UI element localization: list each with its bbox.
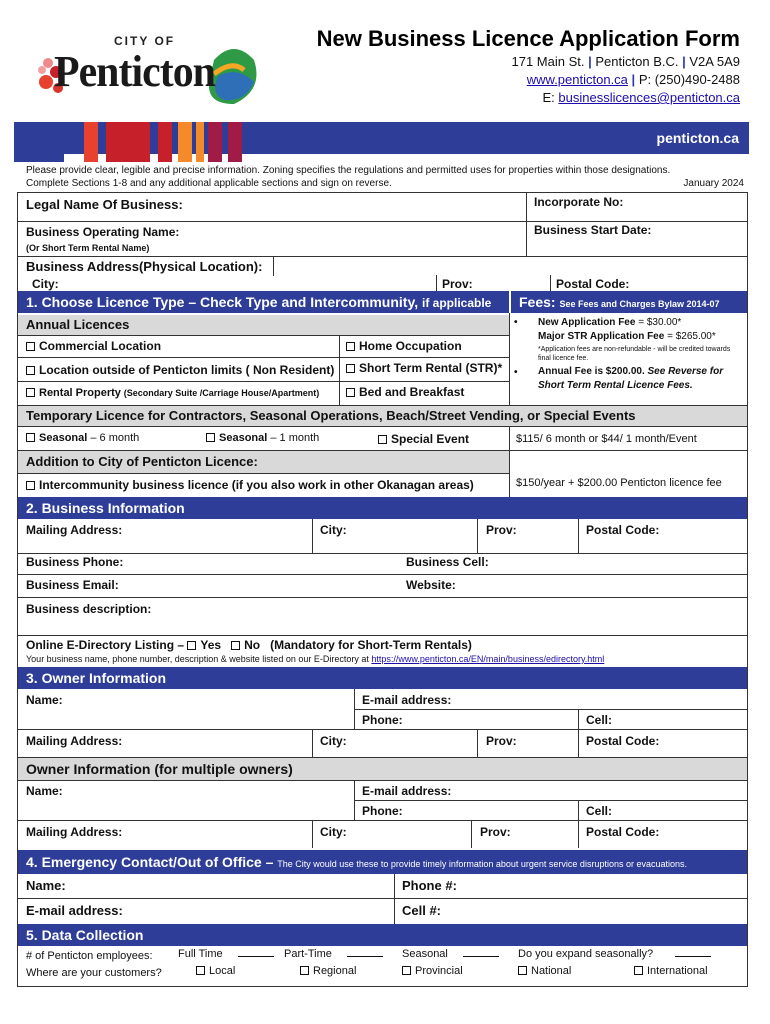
full-time-blank[interactable]: [238, 949, 274, 957]
full-time[interactable]: [178, 948, 274, 960]
intro-date: January 2024: [683, 178, 744, 189]
owner2-mailing-label[interactable]: Mailing Address:: [26, 825, 123, 839]
owner-prov-label[interactable]: Prov:: [486, 734, 517, 748]
opt-local[interactable]: [196, 965, 235, 977]
legal-name-label: Legal Name Of Business:: [26, 197, 183, 212]
checkbox-icon[interactable]: [206, 433, 215, 442]
fees-title: Fees:: [519, 294, 556, 310]
owner2-email-label[interactable]: E-mail address:: [362, 784, 452, 798]
opt-rental-note: (Secondary Suite /Carriage House/Apartment): [123, 388, 320, 398]
owner2-phone-label[interactable]: Phone:: [362, 804, 403, 818]
seasonal-emp[interactable]: [402, 948, 499, 960]
checkbox-icon[interactable]: [300, 966, 309, 975]
annual-licences-header: Annual Licences: [18, 315, 509, 335]
phone-text: P: (250)490-2488: [638, 72, 740, 87]
checkbox-icon[interactable]: [346, 364, 355, 373]
opt-bnb-label: Bed and Breakfast: [359, 385, 465, 399]
opt-commercial[interactable]: [26, 339, 161, 353]
opt-national[interactable]: [518, 965, 571, 977]
fees-note: See Fees and Charges Bylaw 2014-07: [559, 299, 720, 309]
temp-fee: $115/ 6 month or $44/ 1 month/Event: [516, 433, 697, 445]
section3-header: 3. Owner Information: [18, 667, 747, 689]
checkbox-icon[interactable]: [26, 433, 35, 442]
fee1-label: New Application Fee: [538, 317, 636, 328]
opt-bnb[interactable]: [346, 385, 464, 399]
address-line: 171 Main St. | Penticton B.C. | V2A 5A9: [511, 54, 740, 69]
section5-header: 5. Data Collection: [18, 924, 747, 946]
band-block-2: [84, 122, 98, 162]
business-city-label[interactable]: City:: [320, 523, 347, 537]
temporary-header: Temporary Licence for Contractors, Seasonal Operations, Beach/Street Vending, or Special Events: [18, 406, 747, 426]
intro-line-1: Please provide clear, legible and precise information. Zoning specifies the regulations and permitted uses for properties within those designations.: [26, 165, 671, 176]
band-block-3: [106, 122, 150, 162]
fee1-value: = $30.00*: [638, 317, 682, 328]
business-description-label[interactable]: Business description:: [26, 602, 152, 616]
part-time[interactable]: [284, 948, 383, 960]
expand-blank[interactable]: [675, 949, 711, 957]
employees-label: # of Penticton employees:: [26, 950, 153, 962]
start-date-label[interactable]: Business Start Date:: [534, 223, 652, 237]
band-block-6: [196, 122, 204, 162]
fee3-label: Annual Fee is $200.00.: [538, 366, 645, 377]
owner2-cell-label[interactable]: Cell:: [586, 804, 613, 818]
email-link[interactable]: businesslicences@penticton.ca: [558, 90, 740, 105]
checkbox-icon[interactable]: [402, 966, 411, 975]
address-street: 171 Main St.: [511, 54, 585, 69]
owner-cell-label[interactable]: Cell:: [586, 713, 613, 727]
opt-special[interactable]: [378, 432, 469, 446]
fee2-label: Major STR Application Fee: [538, 331, 665, 342]
intercommunity-label: Intercommunity business licence (if you also work in other Okanagan areas): [39, 478, 474, 492]
fee1: [538, 317, 681, 328]
checkbox-icon[interactable]: [196, 966, 205, 975]
section1-title-suffix: if applicable: [422, 296, 492, 310]
logo-city-of: CITY OF: [114, 34, 176, 48]
band-block-4: [158, 122, 172, 162]
section4-note: The City would use these to provide timely information about urgent service disruptions or evacuations.: [277, 859, 687, 869]
opt-outside-label: Location outside of Penticton limits ( Non Resident): [39, 363, 335, 377]
edir-link[interactable]: https://www.penticton.ca/EN/main/business/edirectory.html: [371, 654, 605, 664]
owner-phone-label[interactable]: Phone:: [362, 713, 403, 727]
part-time-blank[interactable]: [347, 949, 383, 957]
band-block-7: [208, 122, 222, 162]
opt-str-label: Short Term Rental (STR)*: [359, 361, 503, 375]
owner-postal-label[interactable]: Postal Code:: [586, 734, 660, 748]
opt-seasonal-1[interactable]: [206, 432, 319, 444]
fee2-value: = $265.00*: [667, 331, 716, 342]
opt-seasonal-6[interactable]: [26, 432, 139, 444]
owner-name-label[interactable]: Name:: [26, 693, 63, 707]
page-title: New Business Licence Application Form: [316, 26, 740, 51]
opt-home-label: Home Occupation: [359, 339, 462, 353]
business-website-label[interactable]: Website:: [406, 578, 456, 592]
opt-outside[interactable]: [26, 363, 334, 377]
edirectory-row: [26, 638, 472, 652]
checkbox-icon[interactable]: [26, 388, 35, 397]
national-label: National: [531, 965, 572, 977]
intro-text: [26, 164, 744, 190]
emergency-phone-label[interactable]: Phone #:: [402, 878, 457, 893]
checkbox-icon[interactable]: [378, 435, 387, 444]
special-label: Special Event: [391, 432, 470, 446]
seasonal-emp-label: Seasonal: [402, 948, 448, 960]
full-time-label: Full Time: [178, 948, 223, 960]
checkbox-icon[interactable]: [346, 388, 355, 397]
seasonal1-label: Seasonal: [219, 432, 268, 444]
owner-email-label[interactable]: E-mail address:: [362, 693, 452, 707]
business-mailing-label[interactable]: Mailing Address:: [26, 523, 123, 537]
operating-name-label[interactable]: Business Operating Name:: [26, 225, 180, 239]
multi-owner-header: Owner Information (for multiple owners): [18, 758, 747, 780]
business-cell-label[interactable]: Business Cell:: [406, 555, 489, 569]
local-label: Local: [209, 965, 236, 977]
edir-description: [26, 654, 604, 664]
customers-label: Where are your customers?: [26, 967, 162, 979]
intro-line-2: Complete Sections 1-8 and any additional applicable sections and sign on reverse.: [26, 178, 392, 189]
no-checkbox[interactable]: [231, 641, 240, 650]
logo-name: Penticton: [54, 47, 215, 96]
band-block-8: [228, 122, 242, 162]
fee3-italic: See Reverse for Short Term Rental Licence Fees.: [538, 366, 724, 391]
inter-fee: $150/year + $200.00 Penticton licence fee: [516, 477, 722, 489]
seasonal1-duration: – 1 month: [270, 432, 320, 444]
edir-label: Online E-Directory Listing –: [26, 638, 185, 652]
band-site: penticton.ca: [656, 130, 739, 146]
opt-home[interactable]: [346, 339, 462, 353]
international-label: International: [647, 965, 708, 977]
website-link[interactable]: www.penticton.ca: [526, 72, 628, 87]
contact-line: www.penticton.ca | P: (250)490-2488: [526, 72, 740, 87]
owner2-mailing-text: Mailing Address: [26, 825, 119, 839]
address-postal-label: Postal Code:: [556, 277, 630, 291]
address-city-label: City:: [32, 277, 59, 291]
provincial-label: Provincial: [415, 965, 463, 977]
address-postal: V2A 5A9: [689, 54, 740, 69]
checkbox-icon[interactable]: [26, 481, 35, 490]
checkbox-icon[interactable]: [26, 342, 35, 351]
owner-city-label[interactable]: City:: [320, 734, 347, 748]
checkbox-icon[interactable]: [518, 966, 527, 975]
fee1-bullet: •: [514, 317, 518, 328]
owner2-name-label[interactable]: Name:: [26, 784, 63, 798]
seasonal-blank[interactable]: [463, 949, 499, 957]
edir-line: Your business name, phone number, description & website listed on our E-Directory at: [26, 654, 369, 664]
expand-seasonally[interactable]: [518, 948, 711, 960]
opt-provincial[interactable]: [402, 965, 463, 977]
fee2: [538, 331, 716, 342]
section4-title: 4. Emergency Contact/Out of Office –: [26, 854, 274, 870]
fee3-bullet: •: [514, 367, 518, 378]
regional-label: Regional: [313, 965, 357, 977]
section1-header: [18, 291, 509, 313]
emergency-email-label[interactable]: E-mail address:: [26, 903, 123, 918]
section2-header: 2. Business Information: [18, 497, 747, 519]
band-block-5: [178, 122, 192, 162]
yes-checkbox[interactable]: [187, 641, 196, 650]
opt-commercial-label: Commercial Location: [39, 339, 162, 353]
opt-rental[interactable]: [26, 387, 319, 399]
owner2-city-label[interactable]: City:: [320, 825, 347, 839]
edir-yes: Yes: [200, 638, 222, 652]
incorporate-label: Incorporate No:: [534, 195, 624, 209]
owner-mailing-label[interactable]: Mailing Address:: [26, 734, 123, 748]
addition-header: Addition to City of Penticton Licence:: [18, 451, 509, 473]
emergency-name-label[interactable]: Name:: [26, 878, 66, 893]
business-address-label: Business Address(Physical Location):: [26, 259, 263, 274]
seasonal6-label: Seasonal: [39, 432, 88, 444]
section4-header: [18, 850, 747, 874]
checkbox-icon[interactable]: [346, 342, 355, 351]
application-form: [17, 192, 748, 987]
edir-no: No: [244, 638, 261, 652]
band-block-1: [14, 122, 64, 162]
expand-label: Do you expand seasonally?: [518, 948, 654, 960]
address-city: Penticton B.C.: [595, 54, 679, 69]
address-prov-label: Prov:: [442, 277, 473, 291]
seasonal6-duration: – 6 month: [90, 432, 140, 444]
edir-note: (Mandatory for Short-Term Rentals): [270, 638, 472, 652]
opt-intercommunity[interactable]: [26, 478, 474, 492]
city-logo: [34, 30, 264, 110]
operating-note: (Or Short Term Rental Name): [26, 243, 150, 253]
fee3: [538, 365, 742, 393]
fees-header: [511, 291, 747, 313]
email-line: [543, 90, 741, 105]
business-email-label[interactable]: Business Email:: [26, 578, 119, 592]
opt-international[interactable]: [634, 965, 708, 977]
fee-note: *Application fees are non-refundable - will be credited towards final licence fee.: [538, 346, 731, 362]
owner2-postal-label[interactable]: Postal Code:: [586, 825, 660, 839]
opt-rental-label: Rental Property: [39, 387, 121, 399]
email-label: E:: [542, 90, 555, 105]
business-postal-label[interactable]: Postal Code:: [586, 523, 660, 537]
part-time-label: Part-Time: [284, 948, 332, 960]
business-prov-label[interactable]: Prov:: [486, 523, 517, 537]
section1-title: 1. Choose Licence Type – Check Type and Intercommunity,: [26, 294, 419, 310]
emergency-cell-label[interactable]: Cell #:: [402, 903, 442, 918]
opt-regional[interactable]: [300, 965, 356, 977]
owner-mailing-text: Mailing Address: [26, 734, 119, 748]
opt-str[interactable]: [346, 361, 502, 375]
business-mailing-text: Mailing Address: [26, 523, 119, 537]
checkbox-icon[interactable]: [26, 366, 35, 375]
checkbox-icon[interactable]: [634, 966, 643, 975]
owner2-prov-label[interactable]: Prov:: [480, 825, 511, 839]
business-phone-label[interactable]: Business Phone:: [26, 555, 124, 569]
